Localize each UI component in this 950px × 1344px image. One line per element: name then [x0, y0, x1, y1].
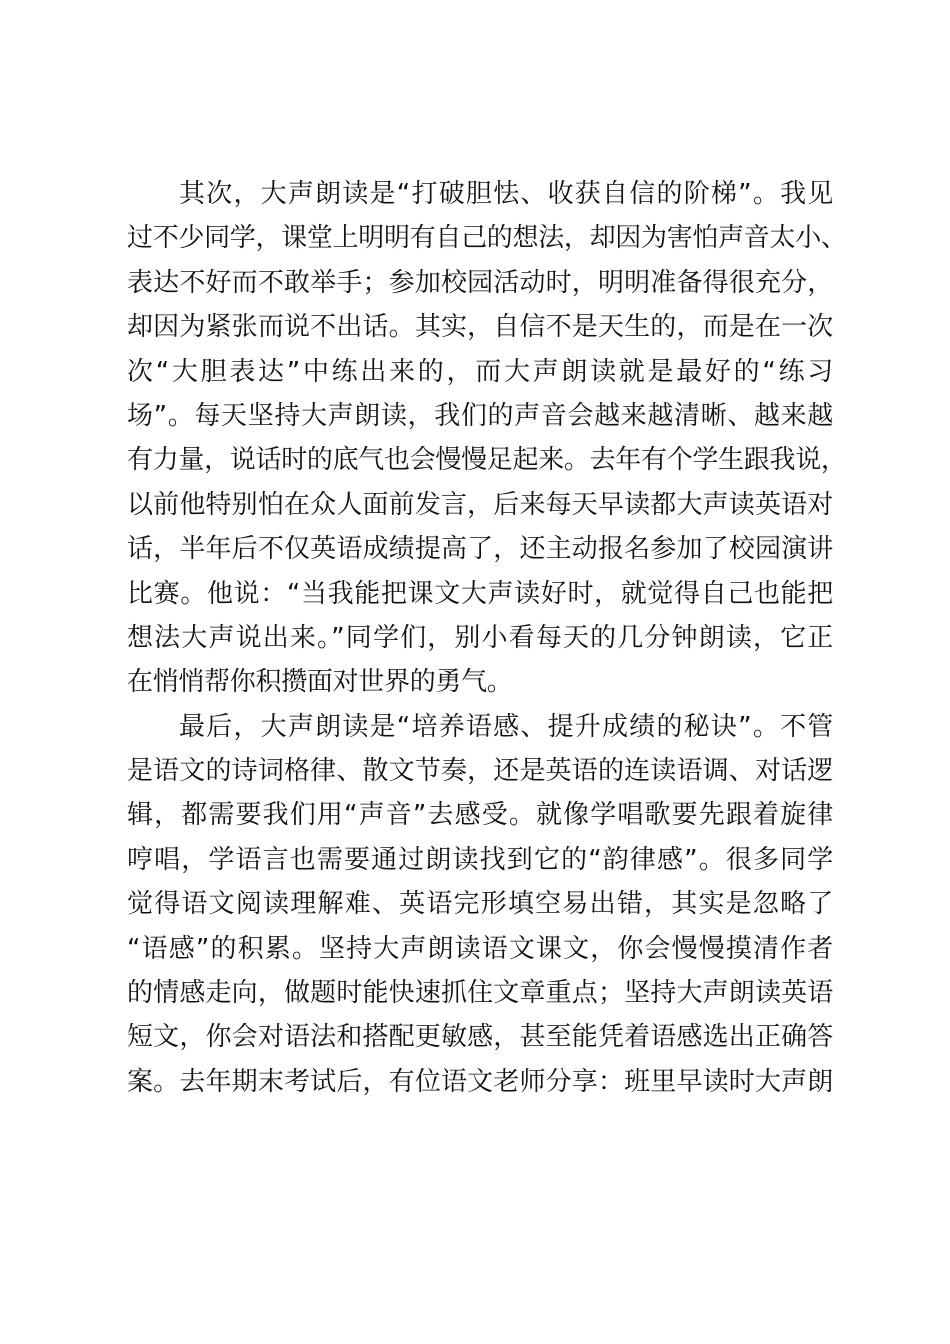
document-body	[127, 172, 847, 1104]
text-line: 哼唱，学语言也需要通过朗读找到它的“韵律感”。很多同学	[127, 844, 833, 875]
text-line: 案。去年期末考试后，有位语文老师分享：班里早读时大声朗	[127, 1066, 833, 1097]
text-line: 短文，你会对语法和搭配更敏感，甚至能凭着语感选出正确答	[127, 1022, 833, 1053]
text-line: 次“大胆表达”中练出来的，而大声朗读就是最好的“练习	[127, 356, 833, 387]
text-line: 最后，大声朗读是“培养语感、提升成绩的秘诀”。不管	[179, 711, 833, 742]
text-line: 的情感走向，做题时能快速抓住文章重点；坚持大声朗读英语	[127, 978, 833, 1009]
text-line: 其次，大声朗读是“打破胆怯、收获自信的阶梯”。我见	[179, 179, 833, 209]
text-line: 辑，都需要我们用“声音”去感受。就像学唱歌要先跟着旋律	[127, 800, 833, 831]
paragraph-language-sense	[127, 705, 833, 1105]
text-line: “语感”的积累。坚持大声朗读语文课文，你会慢慢摸清作者	[127, 933, 833, 964]
text-line: 场”。每天坚持大声朗读，我们的声音会越来越清晰、越来越	[127, 400, 833, 431]
text-line: 话，半年后不仅英语成绩提高了，还主动报名参加了校园演讲	[127, 534, 833, 565]
text-line: 有力量，说话时的底气也会慢慢足起来。去年有个学生跟我说，	[127, 445, 847, 476]
text-line: 却因为紧张而说不出话。其实，自信不是天生的，而是在一次	[127, 312, 833, 343]
text-line: 在悄悄帮你积攒面对世界的勇气。	[127, 667, 513, 698]
text-line: 比赛。他说：“当我能把课文大声读好时，就觉得自己也能把	[127, 578, 833, 609]
paragraph-confidence	[127, 172, 847, 705]
text-line: 觉得语文阅读理解难、英语完形填空易出错，其实是忽略了	[127, 889, 833, 920]
text-line: 过不少同学，课堂上明明有自己的想法，却因为害怕声音太小、	[127, 223, 847, 254]
text-line: 以前他特别怕在众人面前发言，后来每天早读都大声读英语对	[127, 489, 833, 520]
text-line: 想法大声说出来。”同学们，别小看每天的几分钟朗读，它正	[127, 622, 833, 653]
text-line: 是语文的诗词格律、散文节奏，还是英语的连读语调、对话逻	[127, 756, 833, 787]
text-line: 表达不好而不敢举手；参加校园活动时，明明准备得很充分，	[127, 267, 833, 298]
